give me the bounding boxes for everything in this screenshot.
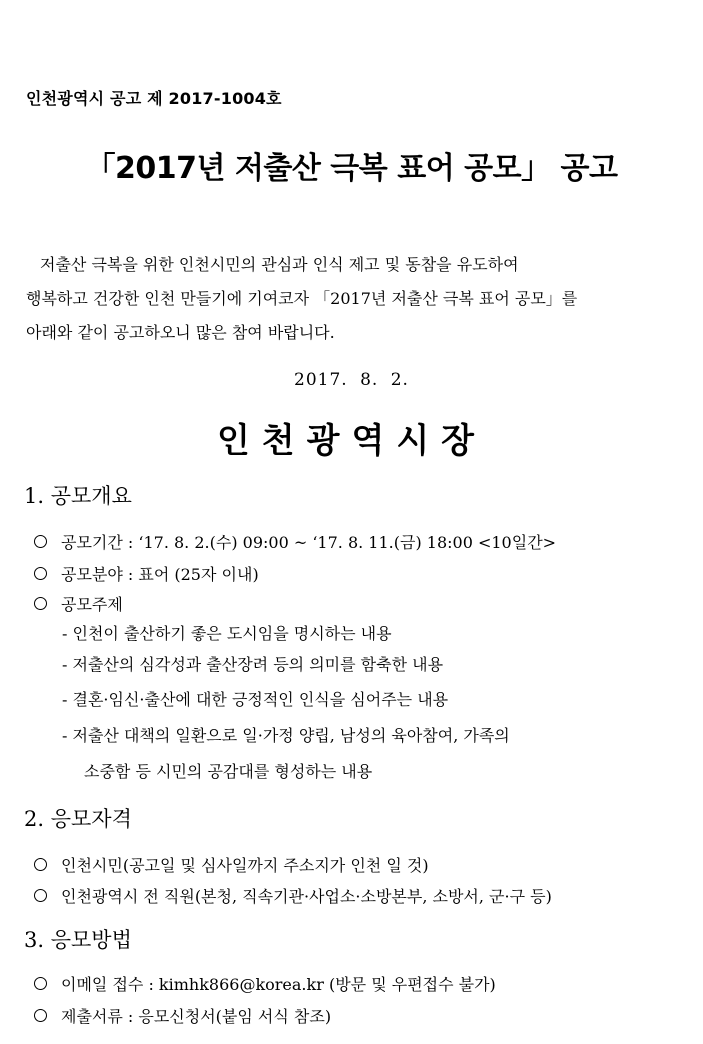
bullet-circle-icon: [34, 567, 47, 580]
item-text: 공모기간 : ‘17. 8. 2.(수) 09:00 ~ ‘17. 8. 11.(금) 18:00 <10일간>: [61, 533, 557, 552]
item-text: 공모분야 : 표어 (25자 이내): [61, 565, 259, 584]
document-title: 「2017년 저출산 극복 표어 공모」 공고: [85, 151, 618, 186]
sub-item: - 저출산 대책의 일환으로 일·가정 양립, 남성의 육아참여, 가족의: [62, 726, 510, 745]
notice-date: 2017. 8. 2.: [294, 370, 409, 390]
section-heading-method: 3. 응모방법: [24, 928, 132, 952]
section-heading-eligibility: 2. 응모자격: [24, 807, 132, 831]
list-item: [34, 972, 496, 995]
sub-item: - 결혼·임신·출산에 대한 긍정적인 인식을 심어주는 내용: [62, 690, 449, 709]
list-item: [34, 592, 123, 615]
list-item: [34, 530, 556, 553]
bullet-circle-icon: [34, 889, 47, 902]
issuer-name: 인천광역시장: [216, 421, 487, 461]
item-text: 인천시민(공고일 및 심사일까지 주소지가 인천 일 것): [61, 856, 429, 875]
bullet-circle-icon: [34, 858, 47, 871]
bullet-circle-icon: [34, 1009, 47, 1022]
item-text: 인천광역시 전 직원(본청, 직속기관·사업소·소방본부, 소방서, 군·구 등): [61, 887, 552, 906]
notice-number: 인천광역시 공고 제 2017-1004호: [26, 89, 282, 108]
item-text: 공모주제: [61, 595, 123, 614]
sub-item: - 인천이 출산하기 좋은 도시임을 명시하는 내용: [62, 624, 392, 643]
bullet-circle-icon: [34, 977, 47, 990]
bullet-circle-icon: [34, 597, 47, 610]
intro-line: 행복하고 건강한 인천 만들기에 기여코자 「2017년 저출산 극복 표어 공모」를: [26, 289, 578, 308]
list-item: [34, 562, 259, 585]
bullet-circle-icon: [34, 535, 47, 548]
intro-line: 아래와 같이 공고하오니 많은 참여 바랍니다.: [26, 323, 335, 342]
sub-item: - 저출산의 심각성과 출산장려 등의 의미를 함축한 내용: [62, 655, 444, 674]
item-text: 제출서류 : 응모신청서(붙임 서식 참조): [61, 1007, 332, 1026]
section-heading-overview: 1. 공모개요: [24, 484, 132, 508]
item-text: 이메일 접수 : kimhk866@korea.kr (방문 및 우편접수 불가): [61, 975, 496, 994]
intro-line: 저출산 극복을 위한 인천시민의 관심과 인식 제고 및 동참을 유도하여: [40, 255, 519, 274]
intro-paragraph: [26, 248, 684, 350]
sub-item-continuation: 소중함 등 시민의 공감대를 형성하는 내용: [84, 762, 373, 781]
list-item: [34, 853, 429, 876]
list-item: [34, 1004, 331, 1027]
list-item: [34, 884, 552, 907]
